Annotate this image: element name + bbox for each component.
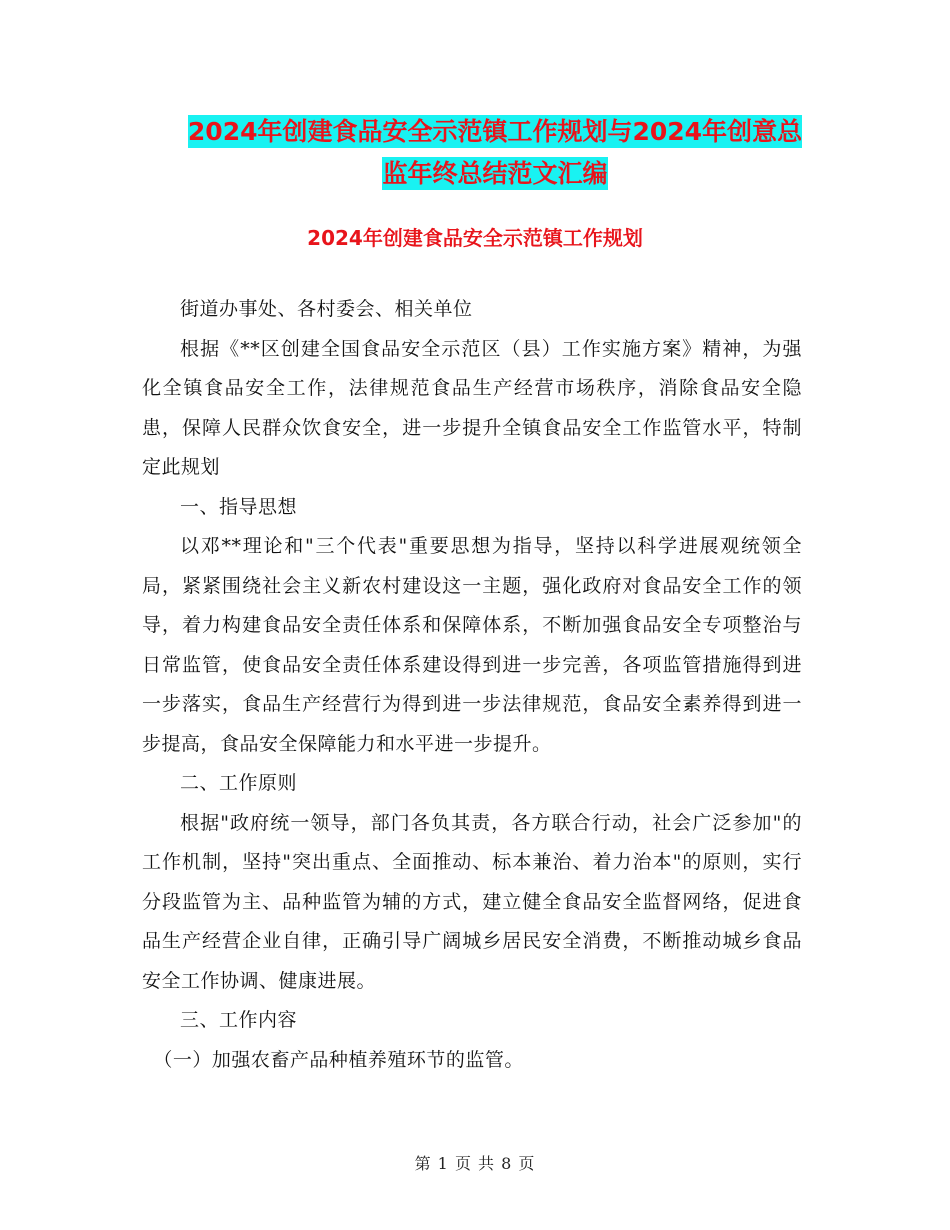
title-highlight-2: 监年终总结范文汇编	[382, 159, 608, 188]
page-footer: 第 1 页 共 8 页	[414, 1154, 536, 1173]
subheading-agri-supervision: （一）加强农畜产品种植养殖环节的监管。	[153, 1048, 524, 1071]
paragraph-work-principles: 根据"政府统一领导，部门各负其责，各方联合行动，社会广泛参加"的工作机制，坚持"突出重点、全面推动、标本兼治、着力治本"的原则，实行分段监管为主、品种监管为辅的方式，建立健全食品安全监督网络，促进食品生产经营企业自律，正确引导广阔城乡居民安全消费，不断推动城乡食品安全工作协调、健康进展。	[142, 811, 802, 992]
paragraph-guiding-thought: 以邓**理论和"三个代表"重要思想为指导，坚持以科学进展观统领全局，紧紧围绕社会主义新农村建设这一主题，强化政府对食品安全工作的领导，着力构建食品安全责任体系和保障体系，不断加强食品安全专项整治与日常监管，使食品安全责任体系建设得到进一步完善，各项监管措施得到进一步落实，食品生产经营行为得到进一步法律规范，食品安全素养得到进一步提高，食品安全保障能力和水平进一步提升。	[142, 535, 802, 755]
heading-work-principles: 二、工作原则	[180, 772, 298, 794]
paragraph-recipients: 街道办事处、各村委会、相关单位	[180, 298, 473, 320]
heading-guiding-thought: 一、指导思想	[180, 495, 298, 518]
section-title: 2024年创建食品安全示范镇工作规划	[307, 226, 643, 250]
document-title-line-2	[140, 150, 850, 198]
heading-work-content: 三、工作内容	[180, 1009, 298, 1031]
document-body	[142, 290, 802, 1080]
title-highlight-1: 2024年创建食品安全示范镇工作规划与2024年创意总	[187, 117, 803, 146]
paragraph-intro: 根据《**区创建全国食品安全示范区（县）工作实施方案》精神，为强化全镇食品安全工作，法律规范食品生产经营市场秩序，消除食品安全隐患，保障人民群众饮食安全，进一步提升全镇食品安全工作监管水平，特制定此规划	[142, 337, 802, 478]
document-title-line-1	[140, 108, 850, 156]
